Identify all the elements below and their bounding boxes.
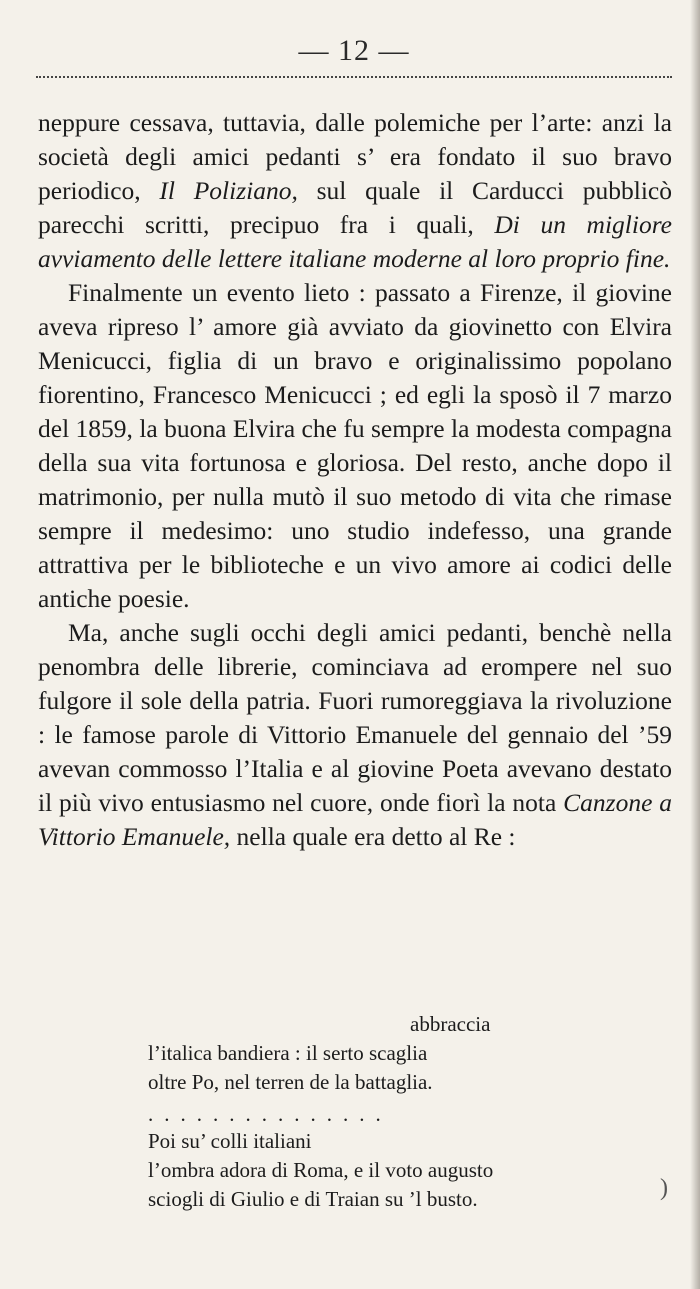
body-text <box>38 106 672 854</box>
verse-line-1: abbraccia <box>410 1012 491 1036</box>
paragraph-3 <box>38 616 672 854</box>
paragraph-2 <box>38 276 672 616</box>
paragraph-3-text-b: nella quale era detto al Re : <box>230 822 516 851</box>
periodical-title: Il Poliziano, <box>159 176 298 205</box>
verse-line-2: l’italica bandiera : il serto scaglia <box>148 1041 428 1065</box>
verse-line-4: Poi su’ colli italiani <box>148 1129 312 1153</box>
ink-mark: ) <box>660 1175 668 1201</box>
verse-quotation <box>148 1010 668 1214</box>
paragraph-1-text-b: sul quale il Carducci pubblicò parecchi scritti, precipuo fra i quali, <box>38 176 672 239</box>
paragraph-2-text: Finalmente un evento lieto : passato a Firenze, il giovine aveva ripreso l’ amore già avviato da giovinetto con Elvira Menicucci, figlia di un bravo e originalissimo popolano fiorentino, Francesco Menicucci ; ed egli la sposò il 7 marzo del 1859, la buona Elvira che fu sempre la modesta compagna della sua vita fortunosa e gloriosa. Del resto, anche dopo il matrimonio, per nulla mutò il suo metodo di vita che rimase sempre il medesimo: uno studio indefesso, una grande attrattiva per le biblioteche e un vivo amore ai codici delle antiche poesie. <box>38 278 672 613</box>
paragraph-3-text-a: Ma, anche sugli occhi degli amici pedanti, benchè nella penombra delle librerie, cominciava ad erompere nel suo fulgore il sole della patria. Fuori rumoreggiava la rivoluzione : le famose parole di Vittorio Emanuele del gennaio del ’59 avevan commosso l’Italia e al giovine Poeta avevano destato il più vivo entusiasmo nel cuore, onde fiorì la nota <box>38 618 672 817</box>
poem-title: Canzone a Vittorio Emanuele, <box>38 788 672 851</box>
page-number: — 12 — <box>298 34 410 67</box>
header-dotted-rule <box>36 76 672 78</box>
verse-line-3: oltre Po, nel terren de la battaglia. <box>148 1070 433 1094</box>
verse-ellipsis-dots: ............... <box>148 1102 392 1126</box>
paragraph-1-text-a: neppure cessava, tuttavia, dalle polemiche per l’arte: anzi la società degli amici pedanti s’ era fondato il suo bravo periodico, <box>38 108 672 205</box>
verse-line-6: sciogli di Giulio e di Traian su ’l busto. <box>148 1187 478 1211</box>
verse-line-5: l’ombra adora di Roma, e il voto augusto <box>148 1158 494 1182</box>
essay-title: Di un migliore avviamento delle lettere italiane moderne al loro proprio fine. <box>38 210 672 273</box>
paragraph-1 <box>38 106 672 276</box>
page-edge-shadow <box>690 0 700 1289</box>
